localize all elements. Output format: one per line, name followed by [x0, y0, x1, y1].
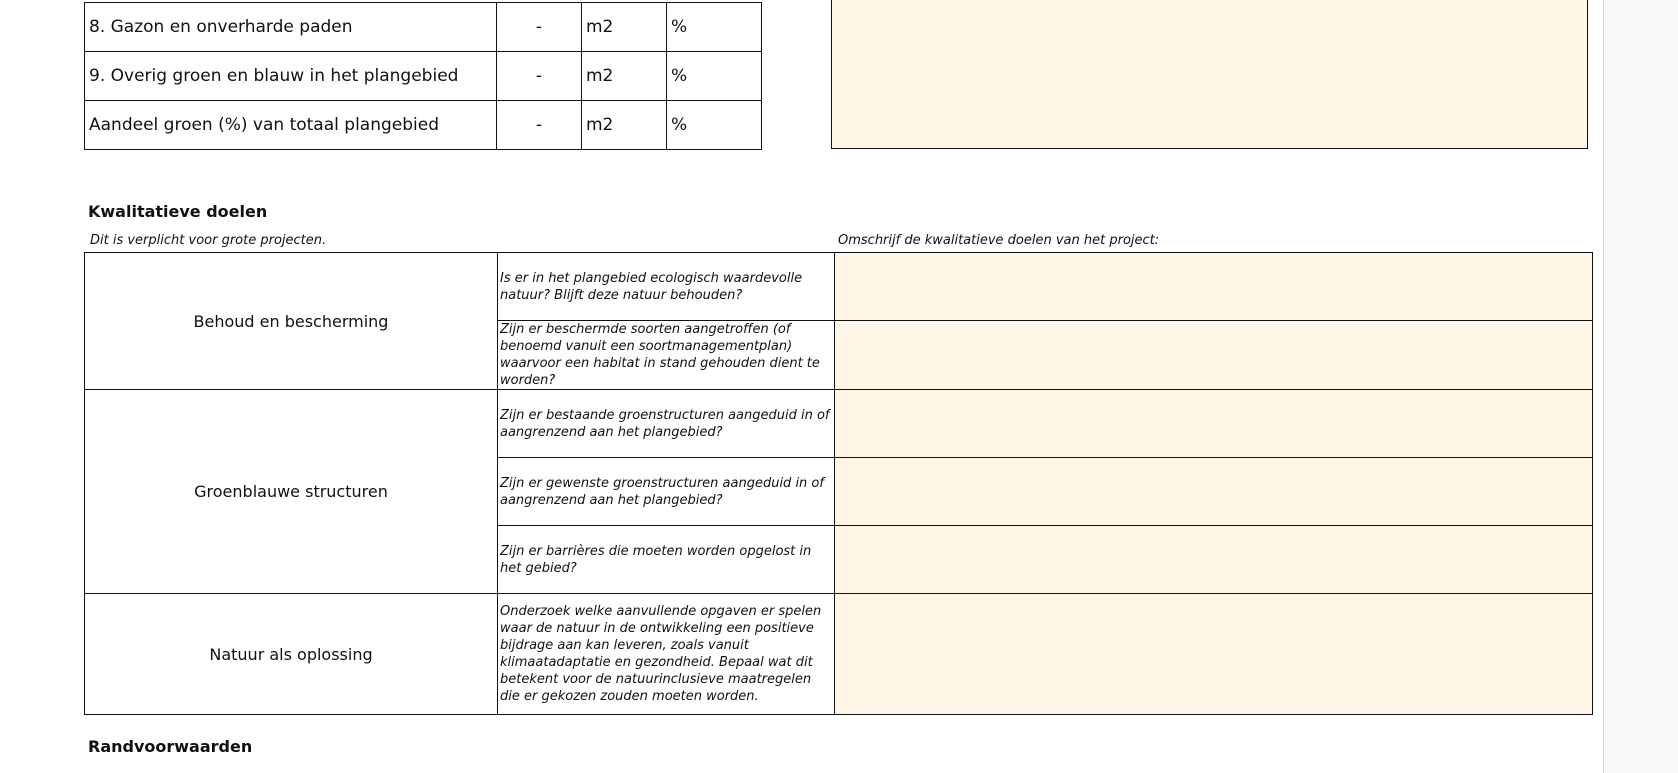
table-row — [85, 390, 1593, 458]
row-value-cell[interactable]: - — [497, 52, 582, 101]
qualitative-table — [84, 252, 1593, 715]
category-cell[interactable]: Natuur als oplossing — [85, 594, 498, 715]
row-percent-cell[interactable]: % — [667, 52, 762, 101]
row-label-cell[interactable]: 9. Overig groen en blauw in het plangebied — [85, 52, 497, 101]
row-value-cell[interactable]: - — [497, 101, 582, 150]
section-title-randvoorwaarden: Randvoorwaarden — [88, 737, 253, 756]
answer-input-cell[interactable] — [835, 458, 1593, 526]
section-title-kwalitatieve-doelen: Kwalitatieve doelen — [88, 202, 268, 221]
row-unit-cell[interactable]: m2 — [582, 52, 667, 101]
answer-input-cell[interactable] — [835, 526, 1593, 594]
table-row — [85, 594, 1593, 715]
required-note: Dit is verplicht voor grote projecten. — [90, 233, 327, 248]
category-cell[interactable]: Groenblauwe structuren — [85, 390, 498, 594]
quantitative-table — [84, 2, 762, 150]
row-unit-cell[interactable]: m2 — [582, 3, 667, 52]
question-cell[interactable]: Is er in het plangebied ecologisch waardevolle natuur? Blijft deze natuur behouden? — [498, 253, 835, 321]
quantitative-notes-input[interactable] — [831, 0, 1588, 149]
describe-goals-note: Omschrijf de kwalitatieve doelen van het project: — [838, 233, 1160, 248]
row-label-cell[interactable]: 8. Gazon en onverharde paden — [85, 3, 497, 52]
row-value-cell[interactable]: - — [497, 3, 582, 52]
row-percent-cell[interactable]: % — [667, 101, 762, 150]
answer-input-cell[interactable] — [835, 390, 1593, 458]
question-cell[interactable]: Zijn er beschermde soorten aangetroffen (of benoemd vanuit een soortmanagementplan) waarvoor een habitat in stand gehouden dient te worden? — [498, 321, 835, 390]
table-row — [85, 3, 762, 52]
answer-input-cell[interactable] — [835, 594, 1593, 715]
table-row — [85, 52, 762, 101]
answer-input-cell[interactable] — [835, 321, 1593, 390]
sheet-gutter — [1604, 0, 1678, 773]
question-cell[interactable]: Zijn er bestaande groenstructuren aangeduid in of aangrenzend aan het plangebied? — [498, 390, 835, 458]
row-percent-cell[interactable]: % — [667, 3, 762, 52]
category-cell[interactable]: Behoud en bescherming — [85, 253, 498, 390]
question-cell[interactable]: Zijn er gewenste groenstructuren aangeduid in of aangrenzend aan het plangebied? — [498, 458, 835, 526]
answer-input-cell[interactable] — [835, 253, 1593, 321]
row-unit-cell[interactable]: m2 — [582, 101, 667, 150]
question-cell[interactable]: Zijn er barrières die moeten worden opgelost in het gebied? — [498, 526, 835, 594]
table-row — [85, 101, 762, 150]
table-row — [85, 253, 1593, 321]
row-label-cell[interactable]: Aandeel groen (%) van totaal plangebied — [85, 101, 497, 150]
question-cell[interactable]: Onderzoek welke aanvullende opgaven er spelen waar de natuur in de ontwikkeling een positieve bijdrage aan kan leveren, zoals vanuit klimaatadaptatie en gezondheid. Bepaal wat dit betekent voor de natuurinclusieve maatregelen die er gekozen zouden moeten worden. — [498, 594, 835, 715]
